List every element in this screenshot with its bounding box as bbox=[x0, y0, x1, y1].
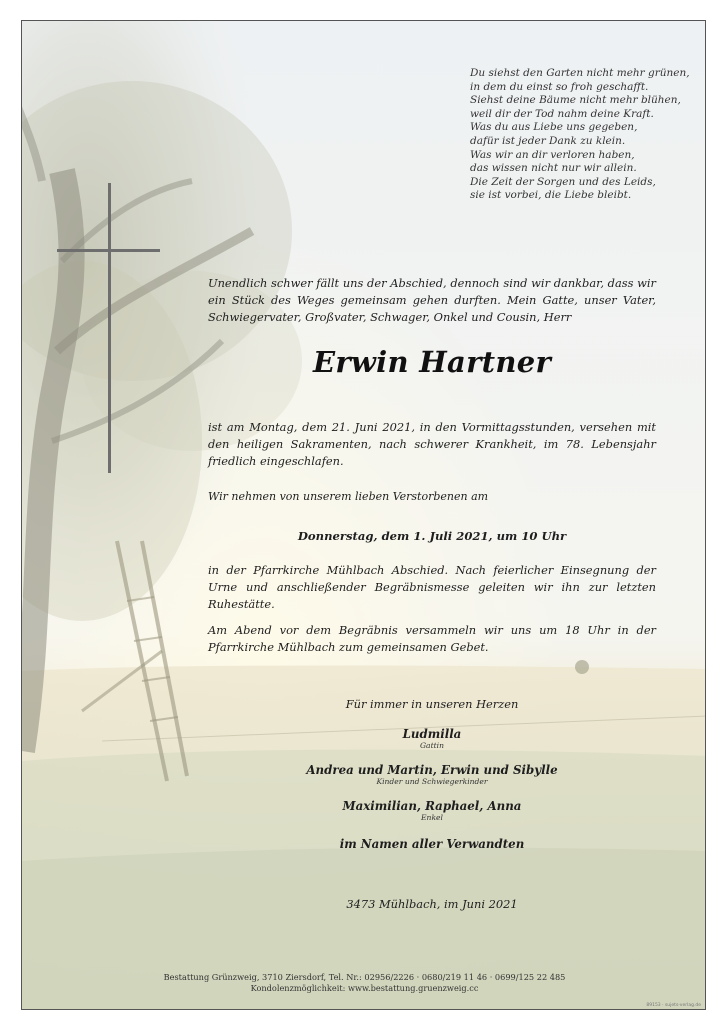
farewell-intro: Wir nehmen von unserem lieben Verstorbenen am bbox=[208, 490, 489, 503]
funeral-date: Donnerstag, dem 1. Juli 2021, um 10 Uhr bbox=[297, 529, 567, 543]
mourner-names: Maximilian, Raphael, Anna bbox=[342, 799, 522, 813]
place-date: 3473 Mühlbach, im Juni 2021 bbox=[346, 897, 518, 911]
deceased-name: Erwin Hartner bbox=[312, 345, 552, 379]
mourner-group bbox=[208, 763, 656, 786]
mourner-group bbox=[208, 799, 656, 822]
evening-prayer-paragraph: Am Abend vor dem Begräbnis versammeln wir uns um 18 Uhr in der Pfarrkirche Mühlbach zum gemeinsamen Gebet. bbox=[208, 623, 656, 654]
forever-line: Für immer in unseren Herzen bbox=[345, 697, 519, 711]
poem-line: Die Zeit der Sorgen und des Leids, bbox=[470, 175, 656, 188]
poem-line: in dem du einst so froh geschafft. bbox=[470, 80, 649, 93]
death-notice-paragraph: ist am Montag, dem 21. Juni 2021, in den Vormittagsstunden, versehen mit den heiligen Sakramenten, nach schwerer Krankheit, im 78. Lebensjahr friedlich eingeschlafen. bbox=[208, 420, 656, 468]
poem-line: weil dir der Tod nahm deine Kraft. bbox=[470, 107, 654, 120]
print-code: 89153 · sujets-verlag.de bbox=[646, 1003, 701, 1008]
page-frame bbox=[21, 20, 706, 1010]
relatives-line: im Namen aller Verwandten bbox=[339, 837, 525, 851]
footer-condolence: Kondolenzmöglichkeit: www.bestattung.gruenzweig.cc bbox=[250, 982, 479, 993]
mourner-role: Gattin bbox=[419, 741, 445, 750]
cross-icon bbox=[57, 183, 167, 483]
mourner-role: Enkel bbox=[421, 813, 443, 822]
mourner-group bbox=[208, 727, 656, 750]
footer-contact: Bestattung Grünzweig, 3710 Ziersdorf, Tel. Nr.: 02956/2226 · 0680/219 11 46 · 0699/125 22 485 bbox=[163, 972, 566, 982]
mourner-names: Ludmilla bbox=[402, 727, 462, 741]
poem-line: Was du aus Liebe uns gegeben, bbox=[470, 121, 638, 134]
poem-line: dafür ist jeder Dank zu klein. bbox=[470, 134, 626, 147]
poem-line: sie ist vorbei, die Liebe bleibt. bbox=[470, 189, 632, 202]
funeral-home-footer bbox=[22, 972, 706, 993]
poem-line: Was wir an dir verloren haben, bbox=[470, 148, 635, 161]
intro-paragraph: Unendlich schwer fällt uns der Abschied, dennoch sind wir dankbar, dass wir ein Stück des Weges gemeinsam gehen durften. Mein Gatte, unser Vater, Schwiegervater, Großvater, Schwager, Onkel und Cousin, Herr bbox=[208, 276, 656, 324]
memorial-poem bbox=[470, 67, 690, 203]
mourner-role: Kinder und Schwiegerkinder bbox=[376, 777, 488, 786]
mourner-names: Andrea und Martin, Erwin und Sibylle bbox=[306, 763, 558, 777]
poem-line: das wissen nicht nur wir allein. bbox=[470, 162, 637, 175]
farewell-paragraph: in der Pfarrkirche Mühlbach Abschied. Nach feierlicher Einsegnung der Urne und anschließender Begräbnismesse geleiten wir ihn zur letzten Ruhestätte. bbox=[208, 563, 656, 611]
poem-line: Siehst deine Bäume nicht mehr blühen, bbox=[470, 94, 681, 107]
poem-line: Du siehst den Garten nicht mehr grünen, bbox=[470, 67, 690, 79]
